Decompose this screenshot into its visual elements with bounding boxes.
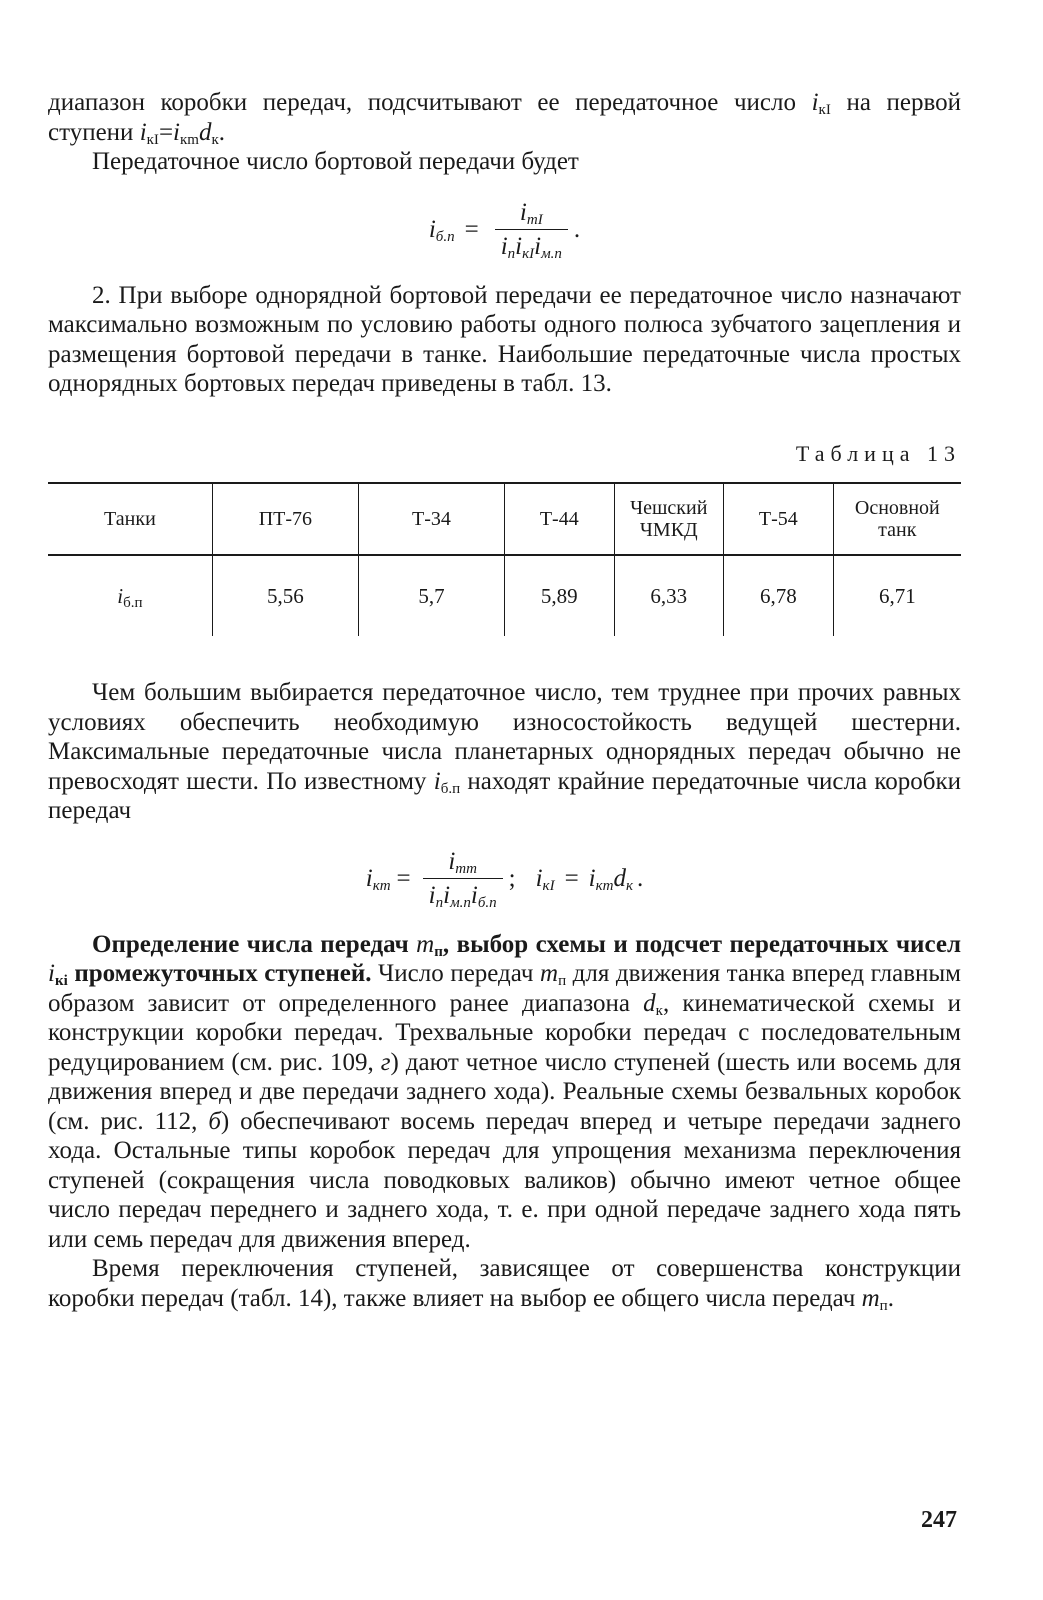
- var: i: [534, 232, 542, 260]
- denominator: [495, 229, 568, 261]
- table-cell: 6,78: [724, 555, 834, 636]
- var: i: [519, 198, 527, 226]
- sub: тm: [455, 860, 477, 877]
- table-caption: Таблица 13: [795, 440, 961, 466]
- formula-2: [48, 848, 961, 910]
- var: i: [48, 960, 55, 987]
- table-row: [48, 555, 961, 636]
- var: i: [500, 232, 508, 260]
- denominator: [423, 878, 503, 910]
- paragraph-2: Передаточное число бортовой передачи будет: [92, 148, 579, 175]
- paragraph-5: [48, 930, 961, 1255]
- var: i: [448, 847, 456, 875]
- var: m: [416, 930, 435, 958]
- sub: кm: [595, 877, 614, 894]
- text: Чем большим выбирается передаточное число, тем труднее при прочих равных условиях обеспечить необходимую износостойкость ведущей шестерни. Максимальные передаточные числа планетарных однорядных передач обычно не превосходят шести. По известному: [48, 679, 961, 795]
- sub: к: [211, 131, 219, 148]
- header-cell: Чешский ЧМКД: [614, 483, 724, 555]
- numerator: [442, 848, 483, 878]
- sub: тI: [526, 211, 543, 228]
- sub: п: [435, 894, 444, 911]
- table-cell: 5,7: [358, 555, 504, 636]
- sub: кI: [146, 131, 159, 148]
- sub: кI: [542, 877, 555, 894]
- header-cell: Т-34: [358, 483, 504, 555]
- sub: кI: [818, 102, 831, 118]
- text: промежуточных ступеней.: [67, 960, 372, 987]
- table-cell: 5,56: [212, 555, 358, 636]
- var: i: [173, 118, 180, 146]
- formula-rhs: [536, 865, 555, 893]
- table-cell: 6,33: [614, 555, 724, 636]
- sub: б.п: [123, 595, 143, 611]
- var: i: [443, 881, 451, 909]
- text: ) обеспечивают восемь передач вперед и четыре передачи заднего хода. Остальные типы коробок передач для упрощения механизма переключения ступеней (сокращения числа поводковых валиков) обычно имеют четное общее число передач переднего и заднего хода, т. е. при одной передаче заднего хода пять или семь передач для движения вперед.: [48, 1107, 961, 1253]
- var: i: [535, 864, 543, 892]
- text: ) дают четное число ступеней (шесть или восемь для движения вперед и две передачи заднего хода). Реальные схемы безвальных коробок (см. рис. 112,: [48, 1048, 961, 1135]
- sub: кm: [372, 877, 391, 894]
- var: б: [208, 1107, 221, 1135]
- var: m: [861, 1284, 880, 1312]
- var: i: [433, 767, 441, 795]
- text: .: [887, 1284, 894, 1312]
- var: i: [428, 881, 436, 909]
- header-cell: Основной танк: [833, 483, 961, 555]
- var: i: [428, 215, 436, 243]
- var: i: [515, 232, 523, 260]
- sub: б.п: [477, 894, 497, 911]
- sub: п: [434, 943, 443, 960]
- text: , выбор схемы и подсчет передаточных чисел: [442, 930, 961, 958]
- table-header-row: [48, 483, 961, 555]
- formula-rhs: [589, 865, 633, 893]
- text: Определение числа передач: [92, 930, 417, 958]
- sub: кI: [522, 245, 535, 262]
- sub: к: [655, 1002, 663, 1019]
- sub: п: [558, 973, 567, 989]
- equals-sign: =: [564, 864, 579, 892]
- text: находят крайние передаточные числа коробки передач: [48, 767, 961, 824]
- period: .: [573, 215, 581, 243]
- var: i: [117, 584, 124, 608]
- paragraph-4: [48, 678, 961, 826]
- numerator: [514, 199, 549, 229]
- formula-lhs: [429, 216, 455, 244]
- var: i: [470, 881, 478, 909]
- equals-sign: =: [396, 864, 411, 892]
- var: d: [643, 989, 656, 1017]
- table-cell: 5,89: [504, 555, 614, 636]
- header-cell: Танки: [48, 483, 212, 555]
- separator: ;: [508, 864, 516, 892]
- sub: к: [625, 877, 634, 894]
- sub: кi: [54, 973, 68, 989]
- paragraph-6: [48, 1254, 961, 1313]
- var: d: [613, 864, 626, 892]
- fraction: [423, 848, 503, 910]
- text: на первой ступени: [48, 89, 962, 146]
- text: , кинематической схемы и конструкции коробки передач. Трехвальные коробки передач с последовательным редуцированием (см. рис. 109,: [48, 989, 961, 1076]
- sub: м.п: [450, 894, 471, 911]
- equals-sign: =: [464, 215, 479, 243]
- paragraph-1: [48, 88, 961, 147]
- var: d: [198, 118, 212, 146]
- sub: б.п: [435, 228, 455, 245]
- var: i: [588, 864, 596, 892]
- text: =: [158, 118, 174, 146]
- text: .: [218, 118, 226, 146]
- sub: б.п: [440, 780, 461, 797]
- header-cell: Т-44: [504, 483, 614, 555]
- paragraph-3: 2. При выборе однорядной бортовой передачи ее передаточное число назначают максимально возможным по условию работы одного полюса зубчатого зацепления и размещения бортовой передачи в танке. Наибольшие передаточные числа простых однорядных бортовых передач приведены в табл. 13.: [48, 281, 961, 397]
- text: Число передач: [371, 960, 541, 987]
- text: для движения танка вперед главным образом зависит от определенного ранее диапазона: [48, 960, 961, 1017]
- header-cell: Т-54: [724, 483, 834, 555]
- sub: п: [507, 245, 516, 262]
- text: диапазон коробки передач, подсчитывают ее передаточное число: [48, 89, 796, 116]
- row-label: [48, 555, 212, 636]
- page-number: 247: [921, 1507, 957, 1533]
- var: i: [365, 864, 373, 892]
- period: .: [637, 864, 644, 892]
- sub: кm: [180, 131, 199, 148]
- sub: м.п: [541, 245, 562, 262]
- header-cell: ПТ-76: [212, 483, 358, 555]
- sub: п: [879, 1297, 888, 1314]
- formula-1: [48, 199, 961, 261]
- fraction: [495, 199, 568, 261]
- table-cell: 6,71: [833, 555, 961, 636]
- text: Время переключения ступеней, зависящее от совершенства конструкции коробки передач (табл. 14), также влияет на выбор ее общего числа передач: [48, 1255, 961, 1312]
- var: г: [380, 1048, 391, 1076]
- var: m: [540, 960, 559, 987]
- var: i: [139, 118, 147, 146]
- page-body: [48, 88, 961, 1313]
- formula-lhs: [366, 865, 391, 893]
- var: i: [811, 89, 819, 116]
- data-table: [48, 482, 961, 636]
